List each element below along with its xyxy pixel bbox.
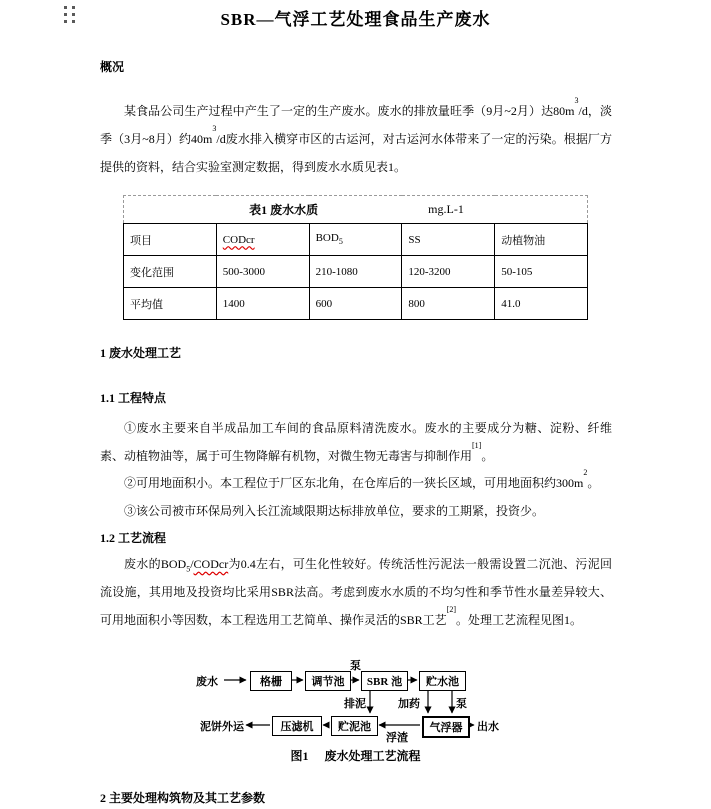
para-segment: 。 — [481, 449, 494, 463]
para-segment: /d废水排入横穿市区的古运河，对古运河水体带来了一定的污染。根据厂方提供的资料，结合实验室测定数据，得到废水水质见表1。 — [100, 132, 613, 174]
col-header-oil: 动植物油 — [495, 224, 588, 256]
para-segment: 。处理工艺流程见图1。 — [456, 613, 583, 627]
table-caption-row — [124, 196, 588, 224]
label-dosing: 加药 — [398, 698, 420, 710]
label-cake-out: 泥饼外运 — [200, 721, 244, 733]
label-effluent: 出水 — [477, 721, 499, 733]
col-header-ss: SS — [402, 224, 495, 256]
para-segment-spellcheck: CODcr — [193, 557, 229, 571]
figure-number: 图1 — [290, 749, 309, 763]
para-segment: 废水的BOD — [124, 557, 187, 571]
para-segment: 为0.4左右，可生化性较好。传统活性污泥法一般需设置二沉池、污泥回流设施，其用地及投资均比采用SBR法高。考虑到废水水质的不均匀性和季节性水量差异较大、可用地面积小等因数，本工程选用工艺简单、操作灵活的SBR工艺 — [100, 557, 612, 627]
para-segment: /d，淡季（3月~8月）约40m — [100, 104, 612, 146]
table-header-row — [124, 224, 588, 256]
cell: 41.0 — [495, 288, 588, 320]
heading-overview: 概况 — [100, 60, 125, 74]
paragraph-feature-2 — [100, 469, 612, 497]
col-header-codcr: CODcr — [216, 224, 309, 256]
node-water-storage: 贮水池 — [419, 671, 466, 691]
node-filter-press: 压滤机 — [272, 716, 322, 736]
para-segment: ②可用地面积小。本工程位于厂区东北角，在仓库后的一狭长区域，可用地面积约300m — [124, 476, 584, 490]
col-header-item: 项目 — [124, 224, 217, 256]
heading-section-1-2: 1.2 工艺流程 — [100, 531, 167, 545]
table-caption-unit: mg.L-1 — [428, 202, 464, 216]
label-pump-top: 泵 — [350, 660, 361, 672]
para-segment: / — [190, 557, 194, 571]
cell: 800 — [402, 288, 495, 320]
node-equalization: 调节池 — [305, 671, 351, 691]
paragraph-flow — [100, 550, 612, 634]
paragraph-feature-3: ③该公司被市环保局列入长江流域限期达标排放单位，要求的工期紧，投资少。 — [124, 504, 545, 518]
table-row — [124, 256, 588, 288]
cell: 50-105 — [495, 256, 588, 288]
label-sludge-discharge: 排泥 — [344, 698, 366, 710]
figure-title: 废水处理工艺流程 — [324, 749, 421, 763]
cell: 平均值 — [124, 288, 217, 320]
cell: 500-3000 — [216, 256, 309, 288]
table-wastewater-quality — [123, 195, 588, 320]
figure-caption — [0, 747, 711, 764]
superscript: 3 — [212, 124, 217, 133]
citation-ref: [1] — [472, 441, 482, 450]
label-scum: 浮渣 — [386, 732, 408, 744]
citation-ref: [2] — [446, 605, 457, 614]
cell: 120-3200 — [402, 256, 495, 288]
label-pump-bottom: 泵 — [456, 698, 467, 710]
heading-section-1: 1 废水处理工艺 — [100, 346, 182, 360]
heading-section-2: 2 主要处理构筑物及其工艺参数 — [100, 791, 266, 805]
node-sbr: SBR 池 — [361, 671, 408, 691]
cell: 210-1080 — [309, 256, 402, 288]
label-influent: 废水 — [196, 676, 218, 688]
subscript: 5 — [186, 564, 191, 574]
cell: 600 — [309, 288, 402, 320]
superscript: 3 — [574, 96, 579, 105]
paragraph-feature-1 — [100, 414, 612, 470]
para-segment: 某食品公司生产过程中产生了一定的生产废水。废水的排放量旺季（9月~2月）达80m — [124, 104, 575, 118]
heading-section-1-1: 1.1 工程特点 — [100, 391, 167, 405]
para-segment: ①废水主要来自半成品加工车间的食品原料清洗废水。废水的主要成分为糖、淀粉、纤维素、动植物油等，属于可生物降解有机物，对微生物无毒害与抑制作用 — [100, 421, 612, 463]
paragraph-intro — [100, 97, 612, 181]
cell: 1400 — [216, 288, 309, 320]
process-flow-diagram — [0, 655, 711, 755]
superscript: 2 — [583, 468, 588, 477]
col-header-bod5: $BOD_5$ — [309, 224, 402, 256]
table-row — [124, 288, 588, 320]
node-flotation: 气浮器 — [422, 716, 470, 738]
node-screen: 格栅 — [250, 671, 292, 691]
table-caption-title: 表1 废水水质 — [249, 203, 319, 217]
para-segment: 。 — [587, 476, 600, 490]
node-sludge-storage: 贮泥池 — [331, 716, 378, 736]
document-title: SBR—气浮工艺处理食品生产废水 — [220, 10, 491, 29]
cell: 变化范围 — [124, 256, 217, 288]
